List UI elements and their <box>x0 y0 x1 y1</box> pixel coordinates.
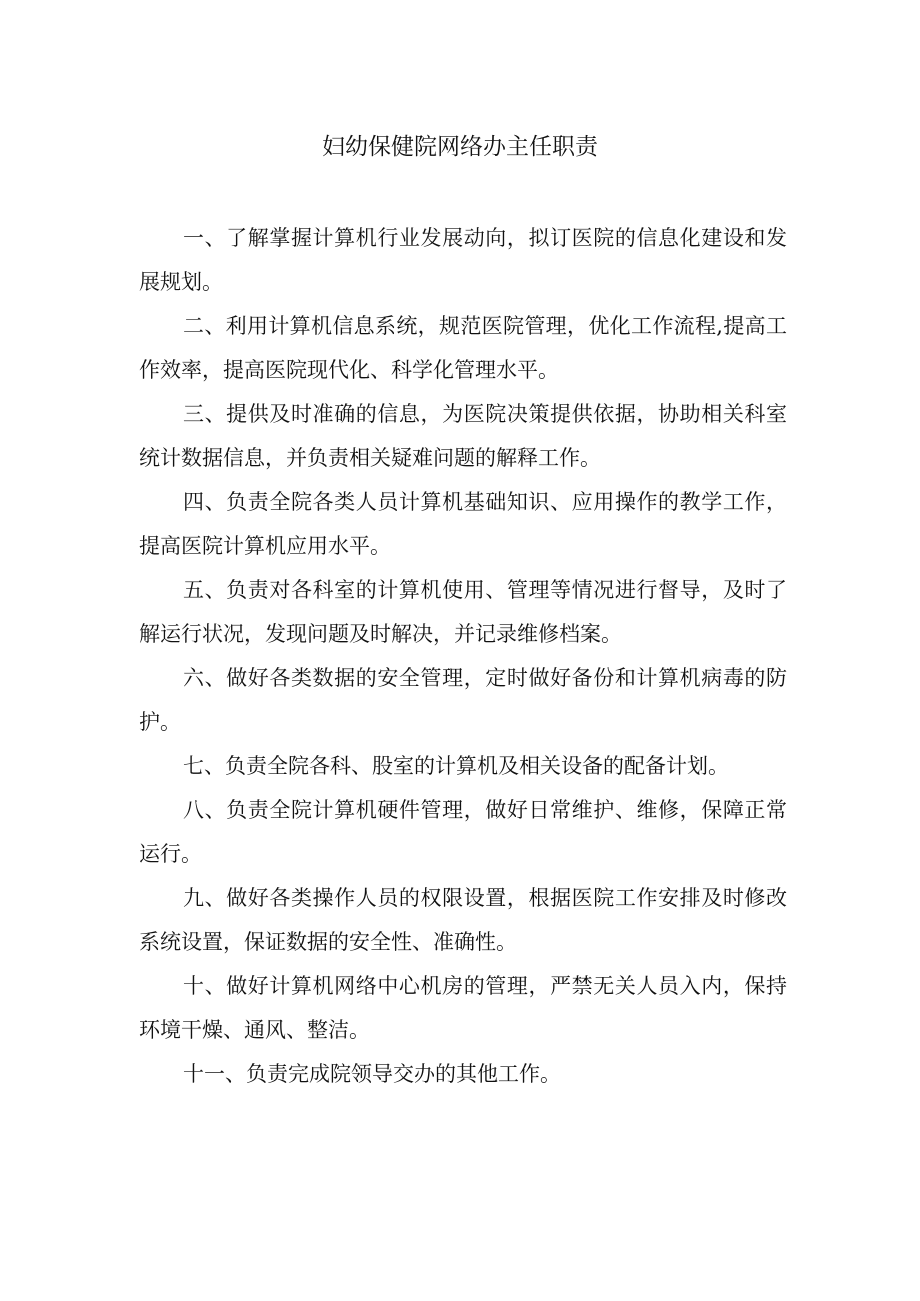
paragraph-8: 八、负责全院计算机硬件管理，做好日常维护、维修，保障正常运行。 <box>139 798 787 866</box>
paragraph-3: 三、提供及时准确的信息，为医院决策提供依据，协助相关科室统计数据信息，并负责相关疑难问题的解释工作。 <box>139 402 787 470</box>
paragraph-4: 四、负责全院各类人员计算机基础知识、应用操作的教学工作，提高医院计算机应用水平。 <box>139 490 787 558</box>
paragraph-6: 六、做好各类数据的安全管理，定时做好备份和计算机病毒的防护。 <box>139 666 787 734</box>
paragraph-2: 二、利用计算机信息系统，规范医院管理，优化工作流程,提高工作效率，提高医院现代化、科学化管理水平。 <box>139 314 787 382</box>
paragraph-9: 九、做好各类操作人员的权限设置，根据医院工作安排及时修改系统设置，保证数据的安全性、准确性。 <box>139 886 787 954</box>
document-body <box>139 216 787 1096</box>
document-title: 妇幼保健院网络办主任职责 <box>322 134 598 160</box>
paragraph-7: 七、负责全院各科、股室的计算机及相关设备的配备计划。 <box>183 754 729 778</box>
paragraph-1: 一、了解掌握计算机行业发展动向，拟订医院的信息化建设和发展规划。 <box>139 226 787 294</box>
paragraph-10: 十、做好计算机网络中心机房的管理，严禁无关人员入内，保持环境干燥、通风、整洁。 <box>139 974 787 1042</box>
paragraph-5: 五、负责对各科室的计算机使用、管理等情况进行督导，及时了解运行状况，发现问题及时解决，并记录维修档案。 <box>139 578 787 646</box>
paragraph-11: 十一、负责完成院领导交办的其他工作。 <box>183 1062 561 1086</box>
